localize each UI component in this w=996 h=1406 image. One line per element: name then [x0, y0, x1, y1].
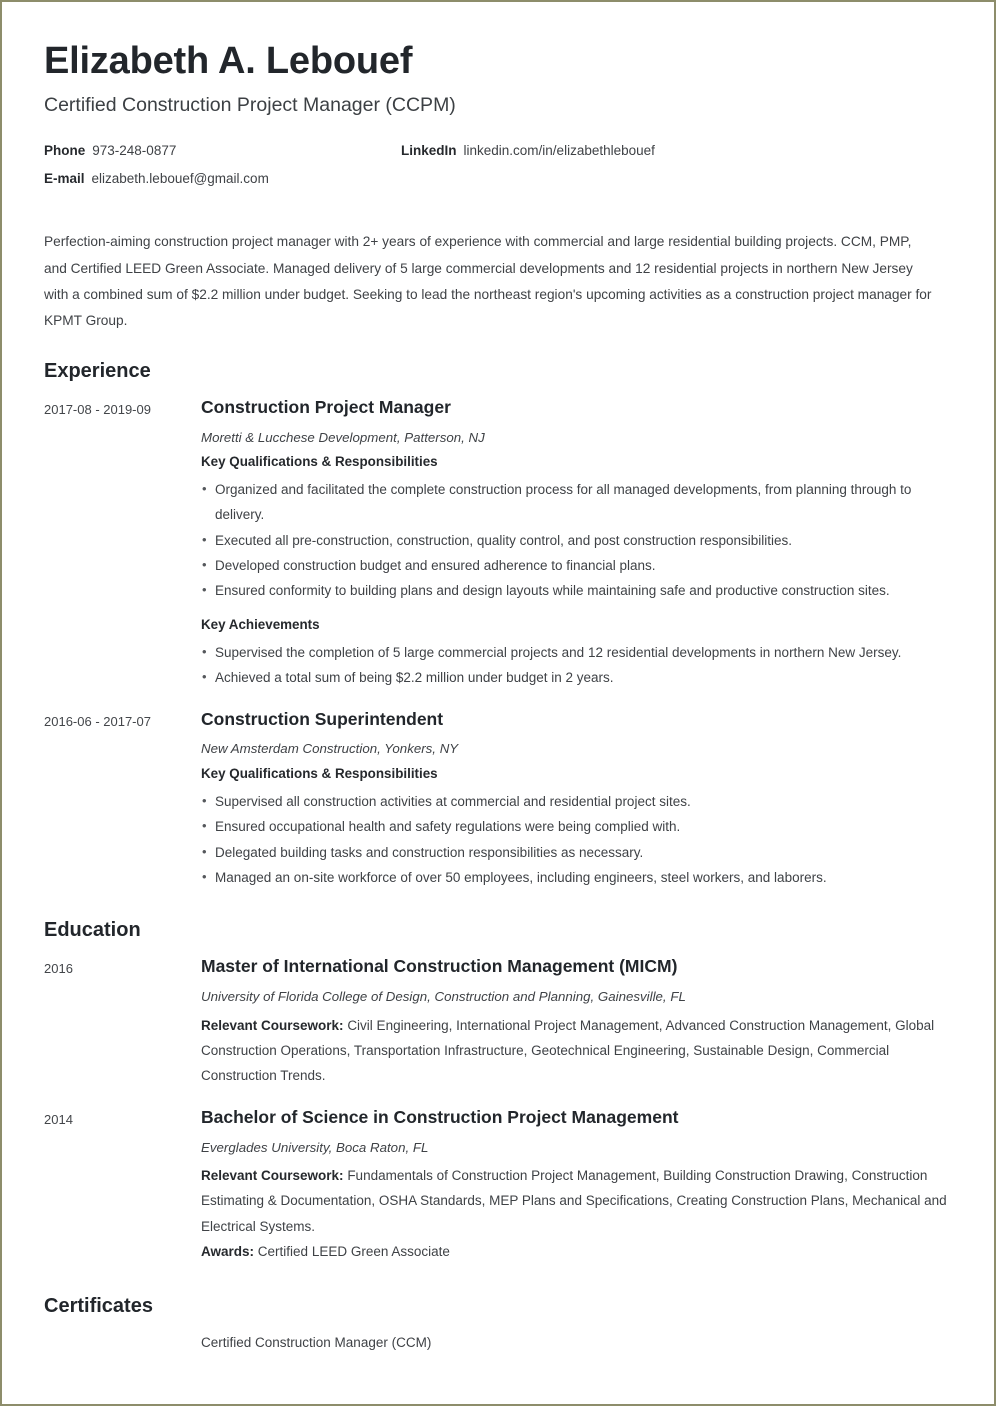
education-school: University of Florida College of Design, Construction and Planning, Gainesville, FL	[201, 989, 686, 1005]
contact-row-1	[44, 143, 950, 171]
education-degree: Master of International Construction Management (MICM)	[201, 956, 678, 977]
list-item: • Executed all pre-construction, construction, quality control, and post construction responsibilities.	[201, 528, 950, 553]
contact-email	[44, 171, 401, 199]
resume-content	[2, 2, 994, 1354]
list-item: • Delegated building tasks and construction responsibilities as necessary.	[201, 840, 950, 865]
phone-label: Phone	[44, 143, 86, 159]
section-certificates	[44, 1294, 950, 1354]
candidate-job-title: Certified Construction Project Manager (CCPM)	[44, 93, 456, 116]
linkedin-value[interactable]: linkedin.com/in/elizabethlebouef	[463, 143, 655, 159]
list-item: • Developed construction budget and ensured adherence to financial plans.	[201, 553, 950, 578]
phone-value: 973-248-0877	[92, 143, 177, 159]
certificate-entry	[44, 1332, 950, 1354]
experience-body	[201, 397, 950, 691]
education-degree: Bachelor of Science in Construction Project Management	[201, 1106, 679, 1127]
education-date: 2014	[44, 1111, 73, 1127]
experience-role: Construction Project Manager	[201, 396, 451, 417]
email-label: E-mail	[44, 171, 85, 187]
education-awards	[201, 1239, 950, 1264]
list-item: • Achieved a total sum of being $2.2 million under budget in 2 years.	[201, 665, 950, 690]
qualifications-list	[201, 477, 950, 604]
qualifications-list	[201, 789, 950, 891]
contact-details	[44, 143, 950, 199]
contact-row-2	[44, 171, 950, 199]
awards-label: Awards:	[201, 1243, 255, 1259]
list-item: • Supervised the completion of 5 large commercial projects and 12 residential developments in northern New Jersey.	[201, 640, 950, 665]
list-item: • Ensured occupational health and safety regulations were being complied with.	[201, 814, 950, 839]
email-value[interactable]: elizabeth.lebouef@gmail.com	[91, 171, 269, 187]
contact-linkedin	[401, 143, 950, 171]
experience-date: 2016-06 - 2017-07	[44, 713, 151, 729]
awards-value: Certified LEED Green Associate	[257, 1243, 450, 1259]
section-education	[44, 918, 950, 1264]
education-entry	[44, 1107, 950, 1265]
coursework-value: Fundamentals of Construction Project Management, Building Construction Drawing, Construction Estimating & Documentation, OSHA Standards, MEP Plans and Specifications, Creating Construction Plans, Mechanical and Electrical Systems.	[201, 1167, 947, 1234]
professional-summary: Perfection-aiming construction project manager with 2+ years of experience with commercial and large residential building projects. CCM, PMP, and Certified LEED Green Associate. Managed delivery of 5 large commercial developments and 12 residential projects in northern New Jersey with a combined sum of $2.2 million under budget. Seeking to lead the northeast region's upcoming activities as a construction project manager for KPMT Group.	[44, 234, 932, 329]
experience-organization: New Amsterdam Construction, Yonkers, NY	[201, 741, 459, 757]
list-item: • Organized and facilitated the complete construction process for all managed developments, from planning through to delivery.	[201, 477, 950, 528]
education-body	[201, 1107, 950, 1265]
qualifications-heading: Key Qualifications & Responsibilities	[201, 765, 438, 781]
section-title-experience: Experience	[44, 359, 151, 382]
experience-body	[201, 709, 950, 891]
list-item: • Supervised all construction activities at commercial and residential project sites.	[201, 789, 950, 814]
experience-date: 2017-08 - 2019-09	[44, 401, 151, 417]
coursework-value: Civil Engineering, International Project Management, Advanced Construction Management, Global Construction Operations, Transportation Infrastructure, Geotechnical Engineering, Sustainable Design, Commercial Construction Trends.	[201, 1017, 935, 1084]
education-school: Everglades University, Boca Raton, FL	[201, 1139, 429, 1155]
experience-entry	[44, 709, 950, 891]
certificate-name: Certified Construction Manager (CCM)	[201, 1335, 432, 1351]
section-title-certificates: Certificates	[44, 1295, 153, 1318]
education-date: 2016	[44, 961, 73, 977]
education-coursework	[201, 1013, 950, 1089]
experience-organization: Moretti & Lucchese Development, Patterson, NJ	[201, 429, 485, 445]
education-body	[201, 956, 950, 1088]
list-item: • Managed an on-site workforce of over 50 employees, including engineers, steel workers, and laborers.	[201, 865, 950, 890]
education-coursework	[201, 1163, 950, 1239]
achievements-heading: Key Achievements	[201, 616, 320, 632]
list-item: • Ensured conformity to building plans and design layouts while maintaining safe and productive construction sites.	[201, 578, 950, 603]
coursework-label: Relevant Coursework:	[201, 1017, 344, 1033]
achievements-list	[201, 640, 950, 691]
experience-entry	[44, 397, 950, 691]
coursework-label: Relevant Coursework:	[201, 1167, 344, 1183]
qualifications-heading: Key Qualifications & Responsibilities	[201, 453, 438, 469]
section-experience	[44, 359, 950, 891]
contact-phone	[44, 143, 401, 171]
education-entry	[44, 956, 950, 1088]
contact-empty-cell	[401, 171, 950, 199]
candidate-name: Elizabeth A. Lebouef	[44, 40, 413, 82]
section-title-education: Education	[44, 919, 141, 942]
certificate-body	[201, 1332, 950, 1354]
linkedin-label: LinkedIn	[401, 143, 457, 159]
experience-role: Construction Superintendent	[201, 708, 444, 729]
